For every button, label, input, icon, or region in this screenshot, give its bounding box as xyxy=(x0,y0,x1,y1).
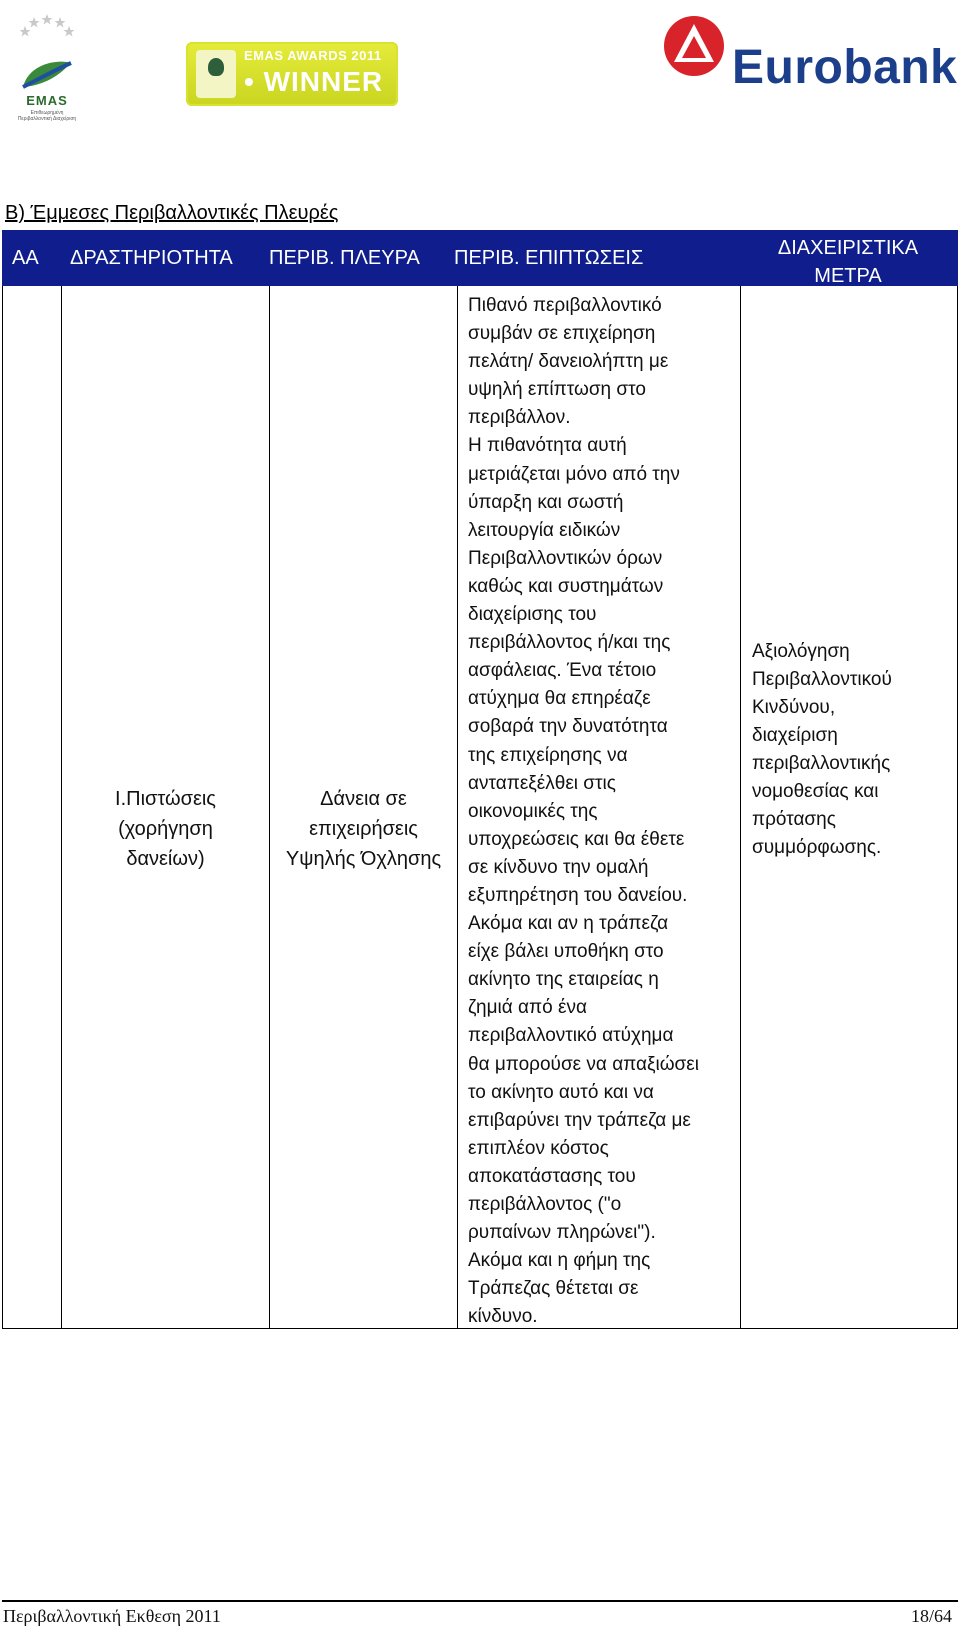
cell-aspect xyxy=(270,286,457,1329)
impacts-text: Πιθανό περιβαλλοντικό συμβάν σε επιχείρηση πελάτη/ δανειολήπτη με υψηλή επίπτωση στο περιβάλλον. Η πιθανότητα αυτή μετριάζεται μόνο από την ύπαρξη και σωστή λειτουργία ειδικών Περιβαλλοντικών όρων καθώς και συστημάτων διαχείρισης του περιβάλλοντος ή/και της ασφάλειας. Ένα τέτοιο ατύχημα θα επηρέαζε σοβαρά την δυνατότητα της επιχείρησης να ανταπεξέλθει στις οικονομικές της υποχρεώσεις και θα έθετε σε κίνδυνο την ομαλή εξυπηρέτηση του δανείου. Ακόμα και αν η τράπεζα είχε βάλει υποθήκη στο ακίνητο της εταιρείας η ζημιά από ένα περιβαλλοντικό ατύχημα θα μπορούσε να απαξιώσει το ακίνητο αυτό και να επιβαρύνει την τράπεζα με επιπλέον κόστος αποκατάστασης του περιβάλλοντος ("ο ρυπαίνων πληρώνει"). Ακόμα και η φήμη της Τράπεζας θέτεται σε κίνδυνο. xyxy=(468,295,699,1328)
eurobank-wordmark: Eurobank xyxy=(732,41,958,94)
column-header-impacts: ΠΕΡΙΒ. ΕΠΙΠΤΩΣΕΙΣ xyxy=(454,247,644,269)
table-border xyxy=(2,286,3,1329)
table-border xyxy=(957,286,958,1329)
footer-divider xyxy=(2,1600,958,1602)
emas-award-banner xyxy=(186,42,398,129)
section-title: Β) Έμμεσες Περιβαλλοντικές Πλευρές xyxy=(5,202,339,224)
cell-impacts xyxy=(468,292,736,1331)
measures-text: Αξιολόγηση Περιβαλλοντικού Κινδύνου, διαχείριση περιβαλλοντικής νομοθεσίας και πρότασης συμμόρφωσης. xyxy=(752,641,892,858)
column-header-aspect: ΠΕΡΙΒ. ΠΛΕΥΡΑ xyxy=(269,247,420,269)
column-header-activity: ΔΡΑΣΤΗΡΙΟΤΗΤΑ xyxy=(70,247,233,269)
cell-activity xyxy=(62,286,269,1329)
award-title: EMAS AWARDS 2011 xyxy=(244,48,382,63)
eu-stars-icon xyxy=(14,12,80,52)
page-number: 18/64 xyxy=(910,1606,952,1626)
eurobank-symbol-icon xyxy=(660,6,730,102)
activity-text: Ι.Πιστώσεις (χορήγηση δανείων) xyxy=(115,787,216,870)
award-badge-icon xyxy=(196,50,236,98)
aspect-text: Δάνεια σε επιχειρήσεις Υψηλής Όχλησης xyxy=(285,787,442,870)
table-header xyxy=(2,230,958,286)
emas-logo-text: EMAS xyxy=(26,93,68,108)
column-header-aa: ΑΑ xyxy=(12,247,39,269)
table-border xyxy=(740,286,741,1329)
emas-leaf-icon xyxy=(19,57,75,91)
footer-report-title: Περιβαλλοντική Εκθεση 2011 xyxy=(3,1606,221,1626)
column-header-measures: ΔΙΑΧΕΙΡΙΣΤΙΚΑ ΜΕΤΡΑ xyxy=(777,237,919,287)
emas-logo-subtext: Επιθεωρημένη Περιβαλλοντική Διαχείριση xyxy=(17,110,77,122)
award-winner-text: • WINNER • xyxy=(244,66,384,129)
cell-measures xyxy=(752,286,952,1329)
emas-logo xyxy=(14,12,80,132)
eurobank-logo xyxy=(660,6,958,102)
table-row xyxy=(2,286,958,1329)
table-border xyxy=(457,286,458,1329)
